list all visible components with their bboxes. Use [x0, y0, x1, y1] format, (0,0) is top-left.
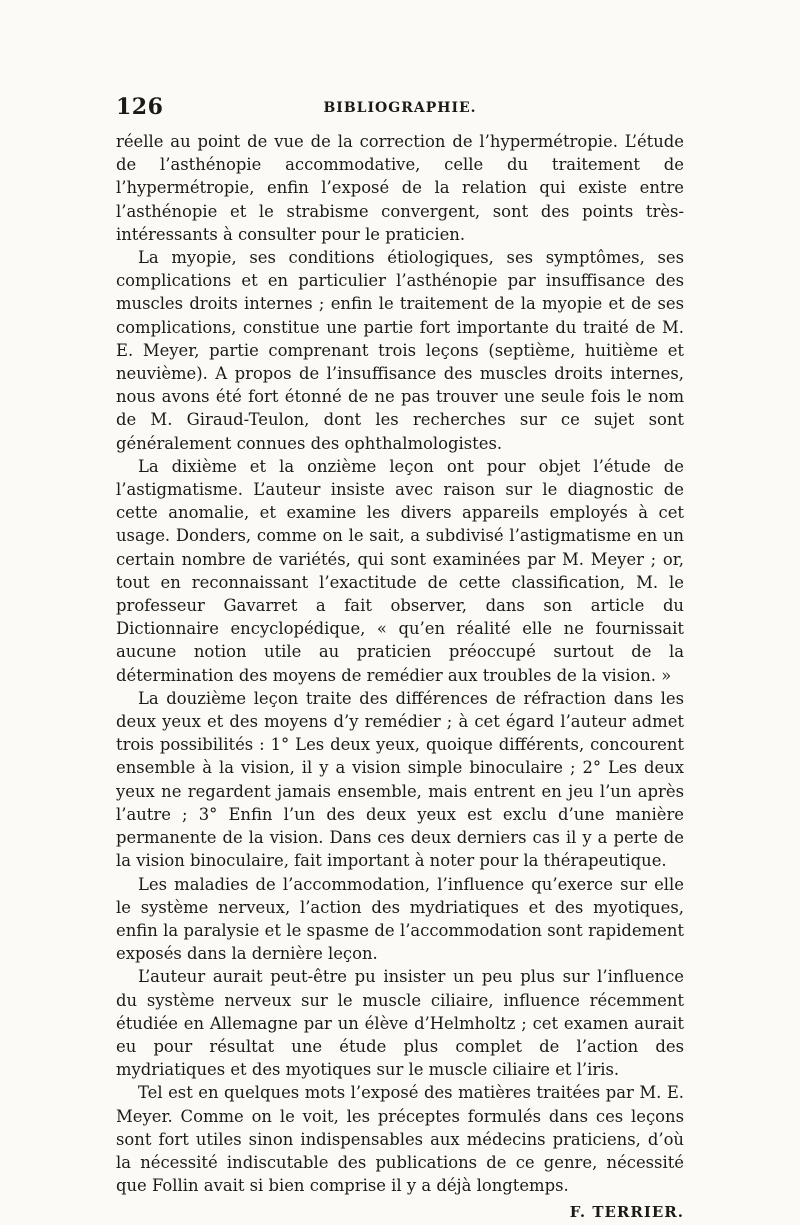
page-number: 126	[116, 94, 164, 120]
running-title: BIBLIOGRAPHIE.	[323, 100, 477, 116]
body-text	[116, 130, 684, 1225]
paragraph: La dixième et la onzième leçon ont pour objet l’étude de l’astigmatisme. L’auteur insiste avec raison sur le diagnostic de cette anomalie, et examine les divers appareils employés à cet usage. Donders, comme on le sait, a subdivisé l’astigmatisme en un certain nombre de variétés, qui sont examinées par M. Meyer ; or, tout en reconnaissant l’exactitude de cette classification, M. le professeur Gavarret a fait observer, dans son article du Dictionnaire encyclopédique, « qu’en réalité elle ne fournissait aucune notion utile au praticien préoccupé surtout de la détermination des moyens de remédier aux troubles de la vision. »	[116, 456, 684, 685]
paragraph: Les maladies de l’accommodation, l’influence qu’exerce sur elle le système nerveux, l’action des mydriatiques et des myotiques, enfin la paralysie et le spasme de l’accommodation sont rapidement exposés dans la dernière leçon.	[116, 874, 684, 964]
author-signature: F. TERRIER.	[569, 1203, 684, 1222]
paragraph: L’auteur aurait peut-être pu insister un peu plus sur l’influence du système nerveux sur le muscle ciliaire, influence récemment étudiée en Allemagne par un élève d’Helmholtz ; cet examen aurait eu pour résultat une étude plus complet de l’action des mydriatiques et des myotiques sur le muscle ciliaire et l’iris.	[116, 967, 684, 1080]
paragraph: La myopie, ses conditions étiologiques, ses symptômes, ses complications et en particulier l’asthénopie par insuffisance des muscles droits internes ; enfin le traitement de la myopie et de ses complications, constitue une partie fort importante du traité de M. E. Meyer, partie comprenant trois leçons (septième, huitième et neuvième). A propos de l’insuffisance des muscles droits internes, nous avons été fort étonné de ne pas trouver une seule fois le nom de M. Giraud-Teulon, dont les recherches sur ce sujet sont généralement connues des ophthalmologistes.	[116, 248, 684, 453]
paragraph: réelle au point de vue de la correction de l’hypermétropie. L’étude de l’asthénopie accommodative, celle du traitement de l’hypermétropie, enfin l’exposé de la relation qui existe entre l’asthénopie et le strabisme convergent, sont des points très-intéressants à consulter pour le praticien.	[116, 132, 684, 244]
page-header	[116, 94, 684, 124]
paragraph: Tel est en quelques mots l’exposé des matières traitées par M. E. Meyer. Comme on le voit, les préceptes formulés dans ces leçons sont fort utiles sinon indispensables aux médecins praticiens, d’où la nécessité indiscutable des publications de ce genre, nécessité que Follin avait si bien comprise il y a déjà longtemps.	[116, 1083, 684, 1196]
paragraph: La douzième leçon traite des différences de réfraction dans les deux yeux et des moyens d’y remédier ; à cet égard l’auteur admet trois possibilités : 1° Les deux yeux, quoique différents, concourent ensemble à la vision, il y a vision simple binoculaire ; 2° Les deux yeux ne regardent jamais ensemble, mais entrent en jeu l’un après l’autre ; 3° Enfin l’un des deux yeux est exclu d’une manière permanente de la vision. Dans ces deux derniers cas il y a perte de la vision binoculaire, fait important à noter pour la thérapeutique.	[116, 688, 684, 871]
